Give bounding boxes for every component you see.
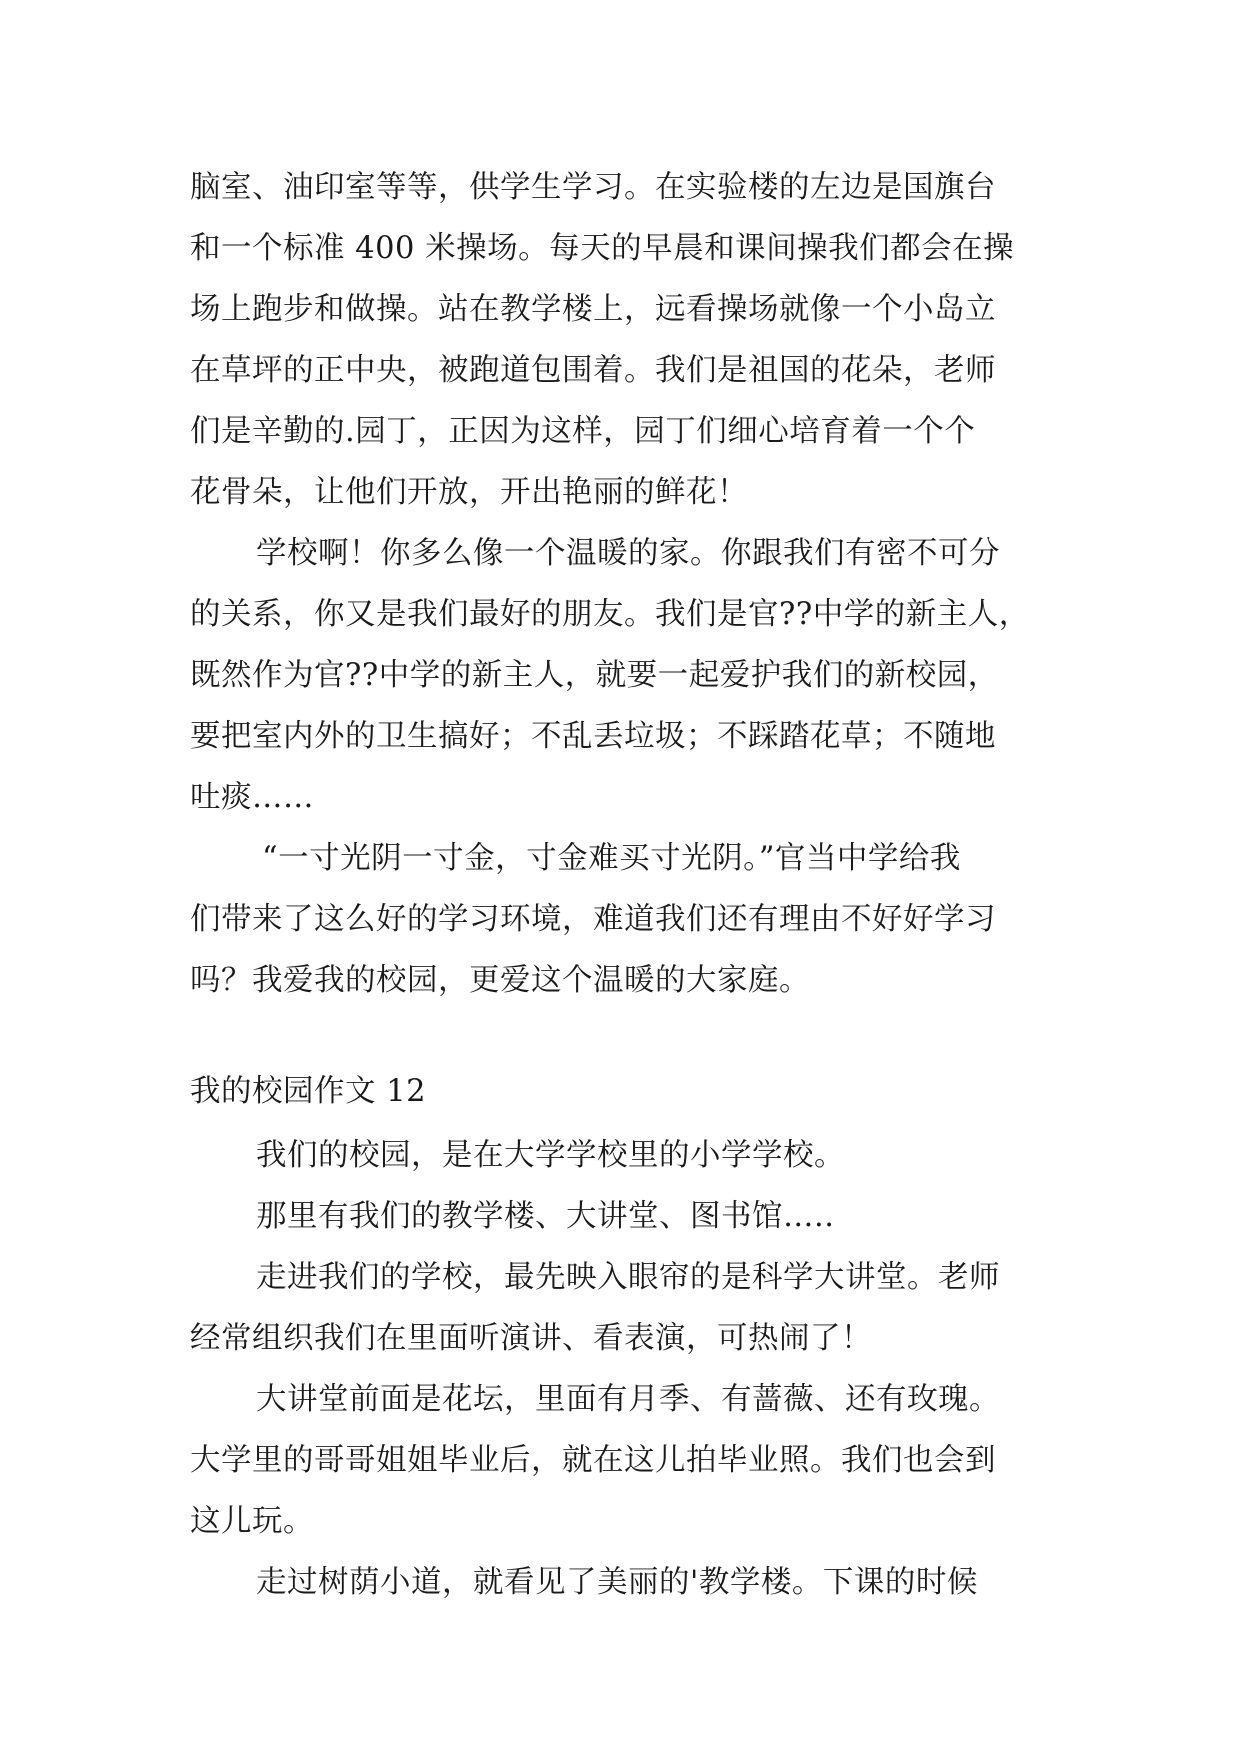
text-line: 的关系，你又是我们最好的朋友。我们是官??中学的新主人， [190,597,1030,632]
text-line: 花骨朵，让他们开放，开出艳丽的鲜花！ [190,475,748,510]
paragraph-first-line: 走过树荫小道，就看见了美丽的'教学楼。下课的时候 [256,1565,978,1600]
text-line: 经常组织我们在里面听演讲、看表演，可热闹了！ [190,1321,872,1356]
paragraph-first-line: 走进我们的学校，最先映入眼帘的是科学大讲堂。老师 [256,1260,1000,1295]
text-line: 吐痰…… [190,780,314,815]
text-line: 和一个标准 400 米操场。每天的早晨和课间操我们都会在操 [190,231,1015,266]
text-line: 吗？我爱我的校园，更爱这个温暖的大家庭。 [190,963,810,998]
paragraph-first-line: 学校啊！你多么像一个温暖的家。你跟我们有密不可分 [256,536,1000,571]
text-line: 们是辛勤的.园丁，正因为这样，园丁们细心培育着一个个 [190,414,976,449]
text-line: 脑室、油印室等等，供学生学习。在实验楼的左边是国旗台 [190,170,996,205]
paragraph-first-line: 那里有我们的教学楼、大讲堂、图书馆….. [256,1199,835,1234]
text-line: 要把室内外的卫生搞好；不乱丢垃圾；不踩踏花草；不随地 [190,719,996,754]
text-line: 既然作为官??中学的新主人，就要一起爱护我们的新校园， [190,658,999,693]
text-line: 们带来了这么好的学习环境，难道我们还有理由不好好学习 [190,902,996,937]
text-line: 在草坪的正中央，被跑道包围着。我们是祖国的花朵，老师 [190,353,996,388]
section-heading: 我的校园作文 12 [190,1074,427,1109]
paragraph-first-line: 大讲堂前面是花坛，里面有月季、有蔷薇、还有玫瑰。 [256,1382,1000,1417]
paragraph-first-line: “一寸光阴一寸金，寸金难买寸光阴。”官当中学给我 [262,841,961,876]
text-line: 场上跑步和做操。站在教学楼上，远看操场就像一个小岛立 [190,292,996,327]
text-line: 这儿玩。 [190,1504,314,1539]
text-line: 大学里的哥哥姐姐毕业后，就在这儿拍毕业照。我们也会到 [190,1443,996,1478]
paragraph-first-line: 我们的校园，是在大学学校里的小学学校。 [256,1138,845,1173]
